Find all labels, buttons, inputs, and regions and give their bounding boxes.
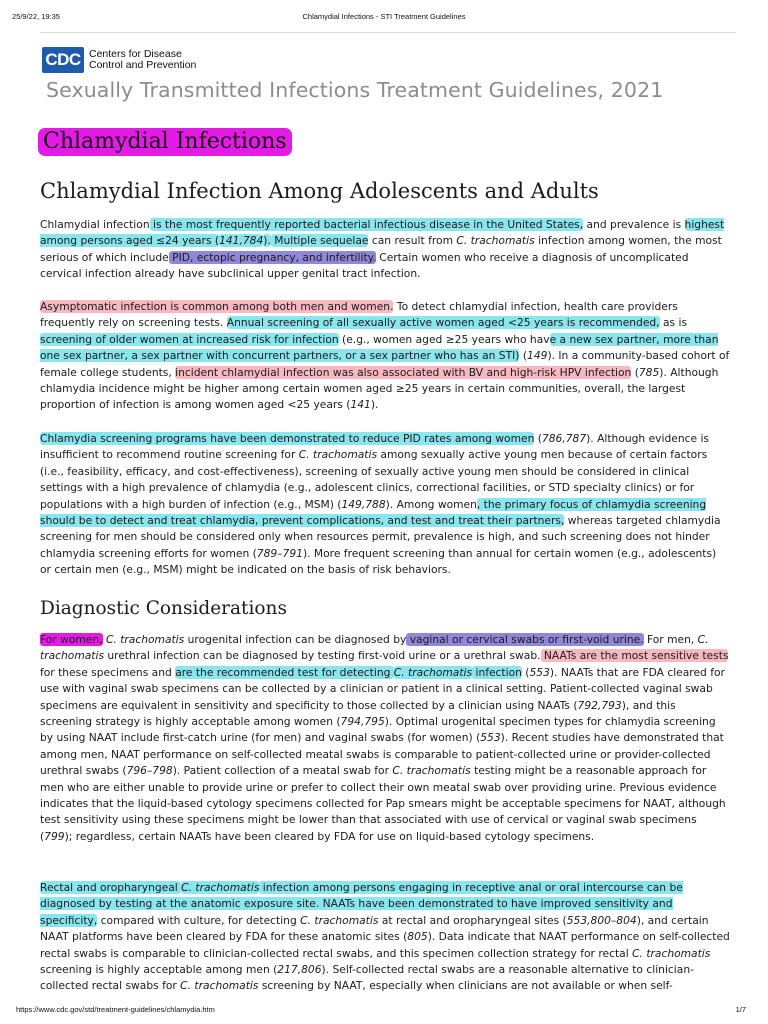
text-run: ), and this screening strategy is highly acceptable among women ( (40, 698, 676, 729)
page-number: 1/7 (735, 1005, 746, 1014)
text-run: To detect chlamydial infection, health care providers frequently rely on screening tests. (40, 300, 678, 330)
text-run: testing might be a reasonable approach for men who are either unable to provide urine or prefer to collect their own meatal swab over providing urine. Previous evidence indicates that the liquid-based cytology specimens collected for Pap smears might be acceptable specimens for NAAT, although test sensitivity using these specimens might be lower than that associated with use of cervical or vaginal swab specimens ( (40, 764, 726, 843)
highlighted-text: , the primary focus of chlamydia screening should be to detect and treat chlamydia, prevent complications, and test and treat their partners, (40, 497, 707, 528)
cdc-logo[interactable] (42, 46, 196, 74)
cdc-logo-mark: CDC (42, 47, 84, 73)
text-run: urethral infection can be diagnosed by testing first-void urine or a urethral swab. (104, 649, 541, 663)
logo-line-2: Control and Prevention (89, 59, 197, 71)
text-run: ). Optimal urogenital specimen types for chlamydia screening by using NAAT include first-catch urine (for men) and vaginal swabs (for women) ( (40, 715, 716, 745)
text-run: ). Data indicate that NAAT performance on self-collected rectal swabs is comparable to clinician-collected rectal swabs, and this specimen collection strategy for rectal (40, 930, 730, 960)
italic-text: 553,800–804 (566, 913, 637, 927)
italic-text: 553 (529, 665, 550, 679)
italic-text: C. trachomatis (300, 913, 379, 927)
text-run: compared with culture, for detecting (97, 913, 301, 927)
highlighted-text: PID, ectopic pregnancy, and infertility. (168, 250, 376, 264)
text-run: ). Recent studies have demonstrated that among men, NAAT performance on self-collected meatal swabs is comparable to patient-collected urine or provider-collected urethral swabs ( (40, 731, 724, 778)
text-run: whereas targeted chlamydia screening for men should be considered only when resources permit, prevalence is high, and such screening does not hinder chlamydia screening efforts for women ( (40, 514, 721, 560)
text-run: infection among women, the most serious of which include (40, 234, 722, 264)
italic-text: 149,788 (341, 497, 386, 511)
text-run: (e.g., women aged ≥25 years who hav (338, 332, 550, 346)
text-run: urogenital infection can be diagnosed by (184, 633, 407, 646)
text-run: ). In a community-based cohort of female college students, (40, 349, 730, 379)
text-run: ). Among women (385, 497, 477, 511)
cdc-logo-text (89, 49, 196, 71)
text-run: For men, (643, 633, 698, 646)
page-title: Chlamydial Infections (38, 128, 292, 156)
italic-text: C. trachomatis (40, 633, 709, 663)
highlighted-text: is the most frequently reported bacterial infectious disease in the United States, (149, 218, 584, 231)
italic-text: C. trachomatis (180, 979, 259, 993)
paragraph (40, 431, 730, 579)
text-run: ( (534, 432, 542, 445)
highlighted-text: Chlamydia screening programs have been demonstrated to reduce PID rates among women (40, 432, 535, 445)
highlighted-text: are the recommended test for detecting (175, 665, 394, 679)
highlighted-text: infection among persons engaging in receptive anal or oral intercourse can be diagnosed by testing at the anatomic exposure site. NAATs have been demonstrated to have improved sensitivity and specificity, (40, 881, 683, 927)
text-run: ). Although chlamydia incidence might be higher among certain women aged ≥25 years in certain communities, overall, the largest proportion of infection is among women aged <25 years ( (40, 365, 719, 412)
text-run: among sexually active young men because of certain factors (i.e., feasibility, efficacy, and cost-effectiveness), screening of sexually active young men should be considered in clinical settings with a high prevalence of chlamydia (e.g., adolescent clinics, correctional facilities, or STD specialty clinics) or for populations with a high burden of infection (e.g., MSM) ( (40, 448, 708, 511)
text-run: ), and certain NAAT platforms have been cleared by FDA for these anatomic sites ( (40, 913, 709, 944)
italic-text: 149 (527, 349, 548, 363)
italic-text: 799 (44, 829, 65, 843)
highlighted-text: incident chlamydial infection was also associated with BV and high-risk HPV infection (175, 365, 632, 379)
highlighted-text: Rectal and oropharyngeal (40, 881, 182, 894)
text-run: ( (631, 365, 639, 379)
print-document-title: Chlamydial Infections - STI Treatment Guidelines (302, 12, 466, 21)
italic-text: 794,795 (340, 715, 385, 729)
highlighted-text: vaginal or cervical swabs or first-void urine. (406, 633, 644, 646)
paragraph (40, 217, 730, 283)
highlighted-text: For women, (40, 633, 103, 646)
italic-text: 786,787 (541, 432, 587, 445)
text-run: ( (521, 665, 530, 679)
highlighted-text: Multiple sequelae (270, 234, 369, 248)
paragraph (40, 632, 730, 845)
italic-text: 805 (407, 930, 428, 944)
header-divider (40, 32, 736, 33)
highlighted-text: Annual screening of all sexually active women aged <25 years is recommended, (226, 316, 660, 330)
italic-text: 217,806 (277, 963, 322, 977)
text-run: ). Self-collected rectal swabs are a reasonable alternative to clinician-collected rectal swabs for (40, 963, 694, 993)
site-title[interactable]: Sexually Transmitted Infections Treatment Guidelines, 2021 (46, 78, 664, 102)
highlighted-text: Asymptomatic infection is common among both men and women. (40, 300, 394, 313)
italic-text: C. trachomatis (392, 764, 471, 778)
highlighted-text: ). (263, 234, 271, 248)
text-run: ). More frequent screening than annual for certain women (e.g., adolescents) or certain men (e.g., MSM) might be indicated on the basis of risk behaviors. (40, 546, 717, 577)
text-run: at rectal and oropharyngeal sites ( (378, 913, 567, 927)
italic-text: C. trachomatis (456, 234, 535, 248)
text-run: ). NAATs that are FDA cleared for use with vaginal swab specimens can be collected by a clinician or patient in a clinical setting. Patient-collected vaginal swab specimens are equivalent in sensitivity and specificity to those collected by a clinician using NAATs ( (40, 665, 725, 712)
italic-text: 785 (638, 365, 660, 379)
text-run: as is (659, 316, 688, 330)
highlighted-text: infection (472, 665, 522, 679)
text-run: Certain women who receive a diagnosis of uncomplicated cervical infection already have subclinical upper genital tract infection. (40, 250, 689, 281)
text-run: ). Patient collection of a meatal swab for (172, 764, 393, 778)
print-footer (0, 1005, 768, 1017)
text-run: screening by NAAT, especially when clinicians are not available or when self- (258, 979, 673, 993)
highlighted-text: highest among persons aged ≤24 years ( (40, 218, 725, 248)
highlighted-text: 141,784 (219, 234, 264, 248)
footer-url[interactable]: https://www.cdc.gov/std/treatment-guidelines/chlamydia.htm (16, 1005, 215, 1014)
paragraph (40, 299, 730, 414)
highlighted-text: NAATs are the most sensitive tests (540, 649, 729, 663)
italic-text: C. trachomatis (632, 946, 711, 960)
print-timestamp: 25/9/22, 19:35 (12, 12, 60, 21)
highlighted-text: C. trachomatis (181, 881, 260, 894)
text-run: screening is highly acceptable among men ( (40, 963, 278, 977)
text-run: ). Although evidence is insufficient to recommend routine screening for (40, 432, 709, 462)
logo-line-1: Centers for Disease (89, 48, 182, 60)
text-run: ). (370, 398, 379, 412)
print-header (0, 12, 768, 24)
italic-text: 789–791 (256, 546, 303, 560)
italic-text: C. trachomatis (298, 448, 378, 462)
section-heading-diagnostic-considerations: Diagnostic Considerations (40, 598, 287, 619)
italic-text: 553 (480, 731, 501, 745)
text-run: ( (519, 349, 528, 363)
text-run: can result from (368, 234, 457, 248)
italic-text: 796–798 (126, 764, 173, 778)
text-run: ); regardless, certain NAATs have been cleared by FDA for use on liquid-based cytology specimens. (64, 829, 595, 843)
text-run: and prevalence is (583, 218, 685, 231)
section-heading-adolescents-adults: Chlamydial Infection Among Adolescents and Adults (40, 179, 599, 203)
highlighted-text: e a new sex partner, more than one sex partner, a sex partner with concurrent partners, or a sex partner who has an STI) (40, 332, 719, 363)
text-run: Chlamydial infection (40, 218, 150, 231)
italic-text: 792,793 (577, 698, 622, 712)
paragraph (40, 880, 730, 995)
highlighted-text: C. trachomatis (393, 665, 473, 679)
italic-text: C. trachomatis (105, 633, 185, 646)
text-run: for these specimens and (40, 665, 176, 679)
highlighted-text: screening of older women at increased risk for infection (40, 332, 339, 346)
italic-text: 141 (350, 398, 371, 412)
